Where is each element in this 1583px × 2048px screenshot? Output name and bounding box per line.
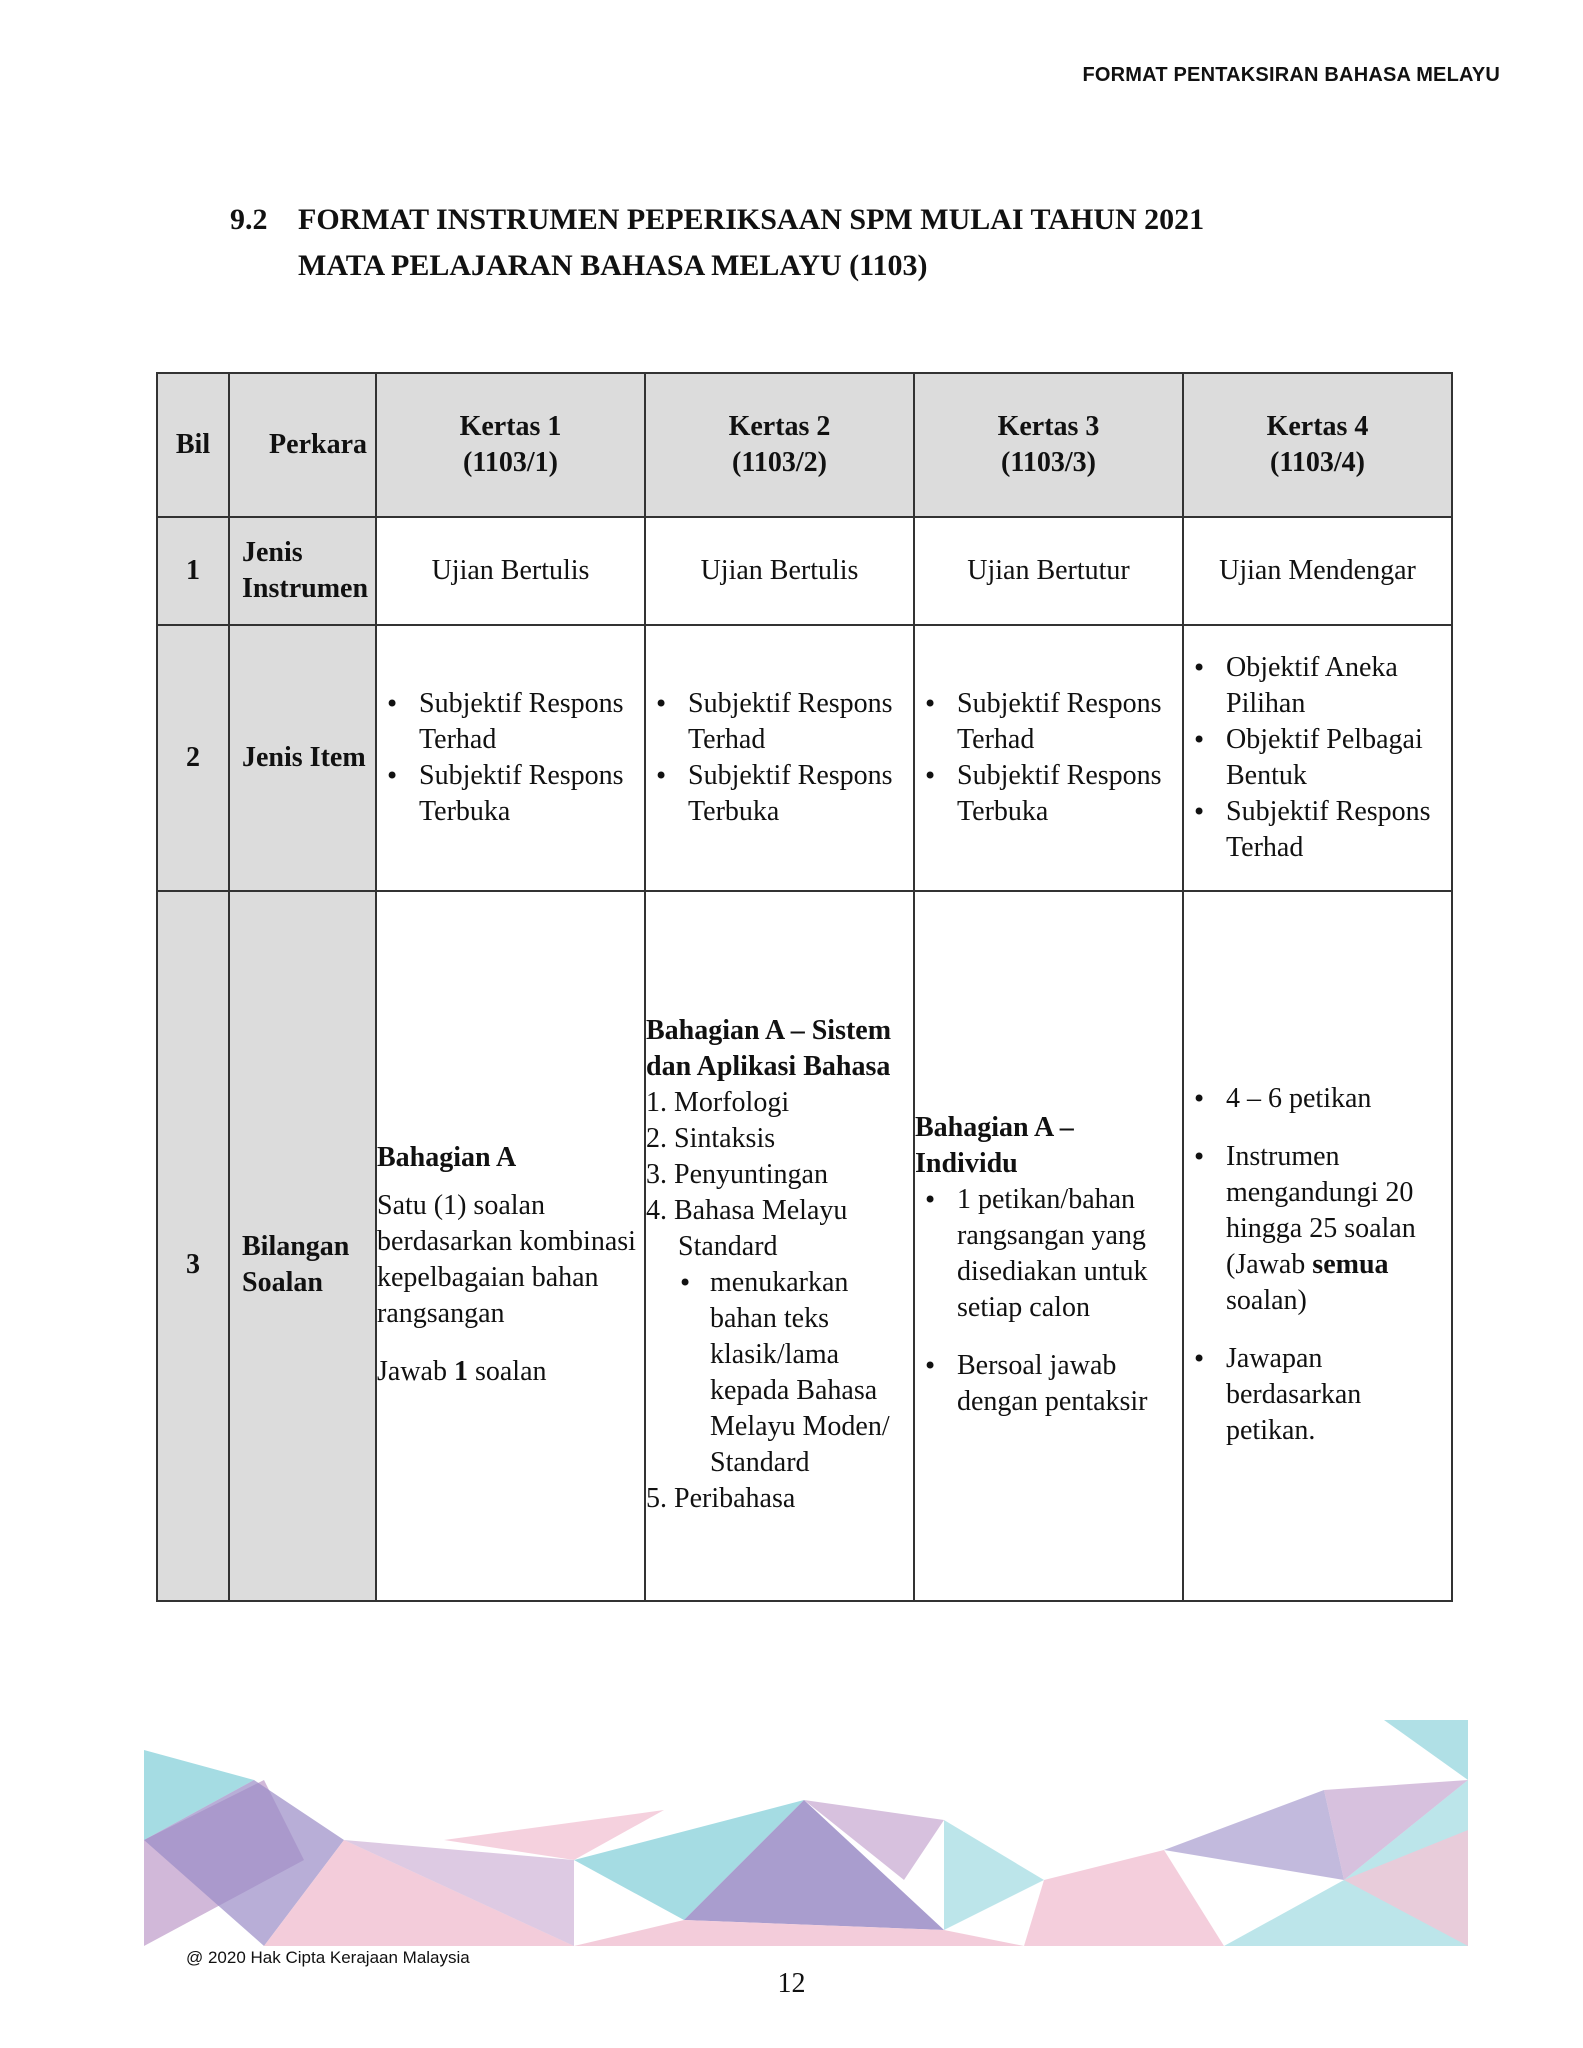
k2-heading: Bahagian A – Sistem dan Aplikasi Bahasa (646, 1015, 892, 1082)
list-item: • Subjektif Respons Terbuka (377, 758, 644, 830)
running-header: FORMAT PENTAKSIRAN BAHASA MELAYU (1082, 64, 1500, 86)
table-row (157, 517, 1452, 625)
list-item: 3. Penyuntingan (646, 1159, 828, 1190)
header-bil: Bil (157, 373, 229, 517)
list-item: • Objektif Pelbagai Bentuk (1184, 722, 1451, 794)
section-number: 9.2 (230, 203, 268, 236)
cell-k2-instrumen: Ujian Bertulis (645, 517, 914, 625)
k1-heading: Bahagian A (377, 1142, 517, 1173)
k1-text: Satu (1) soalan berdasarkan kombinasi kepelbagaian bahan rangsangan (377, 1190, 636, 1329)
cell-k3-instrumen: Ujian Bertutur (914, 517, 1183, 625)
k3-list (915, 1182, 1182, 1420)
decorative-banner (144, 1720, 1468, 1946)
cell-k2-soalan (645, 891, 914, 1601)
cell-k4-item (1183, 625, 1452, 891)
cell-k3-item (914, 625, 1183, 891)
k2-last: 5. Peribahasa (646, 1483, 796, 1514)
list-item: • Subjektif Respons Terhad (377, 686, 644, 758)
list-item: • Subjektif Respons Terhad (915, 686, 1182, 758)
k2-list (646, 1085, 913, 1265)
cell-k1-instrumen: Ujian Bertulis (376, 517, 645, 625)
k2-sublist (646, 1265, 913, 1481)
cell-k1-soalan (376, 891, 645, 1601)
list-item: 2. Sintaksis (646, 1123, 776, 1154)
header-kertas-1: Kertas 1 (1103/1) (376, 373, 645, 517)
table-header-row (157, 373, 1452, 517)
row-label: Jenis Item (229, 625, 376, 891)
k4-list (1184, 1081, 1451, 1449)
row-number: 2 (157, 625, 229, 891)
cell-k4-soalan (1183, 891, 1452, 1601)
row-number: 3 (157, 891, 229, 1601)
page-number: 12 (777, 1968, 806, 1999)
row-number: 1 (157, 517, 229, 625)
list-item: • Bersoal jawab dengan pentaksir (915, 1348, 1182, 1420)
format-table (156, 372, 1453, 1602)
row-label: Jenis Instrumen (229, 517, 376, 625)
header-kertas-3: Kertas 3 (1103/3) (914, 373, 1183, 517)
list-item: • Instrumen mengandungi 20 hingga 25 soalan (Jawab semua soalan) (1184, 1139, 1451, 1319)
list-item: • 1 petikan/bahan rangsangan yang disediakan untuk setiap calon (915, 1182, 1182, 1326)
list-item: • Objektif Aneka Pilihan (1184, 650, 1451, 722)
list-item: • Subjektif Respons Terbuka (915, 758, 1182, 830)
header-kertas-4: Kertas 4 (1103/4) (1183, 373, 1452, 517)
list-item: • Jawapan berdasarkan petikan. (1184, 1341, 1451, 1449)
section-title (230, 197, 1204, 289)
table-row (157, 891, 1452, 1601)
list-item: 4. Bahasa Melayu Standard (646, 1195, 848, 1262)
list-item: 1. Morfologi (646, 1087, 790, 1118)
row-label: Bilangan Soalan (229, 891, 376, 1601)
table-row (157, 625, 1452, 891)
list-item: • Subjektif Respons Terhad (1184, 794, 1451, 866)
cell-k4-instrumen: Ujian Mendengar (1183, 517, 1452, 625)
cell-k3-soalan (914, 891, 1183, 1601)
list-item: • 4 – 6 petikan (1184, 1081, 1451, 1117)
cell-k2-item (645, 625, 914, 891)
k1-jawab: Jawab 1 soalan (377, 1356, 547, 1387)
k3-heading: Bahagian A – Individu (915, 1112, 1074, 1179)
title-line-1: 9.2 FORMAT INSTRUMEN PEPERIKSAAN SPM MULAI TAHUN 2021 (230, 197, 1204, 243)
header-perkara: Perkara (229, 373, 376, 517)
cell-k1-item (376, 625, 645, 891)
header-kertas-2: Kertas 2 (1103/2) (645, 373, 914, 517)
list-item: • Subjektif Respons Terbuka (646, 758, 913, 830)
title-line-2: MATA PELAJARAN BAHASA MELAYU (1103) (298, 249, 928, 282)
list-item: • menukarkan bahan teks klasik/lama kepada Bahasa Melayu Moden/ Standard (678, 1265, 913, 1481)
copyright-notice: @ 2020 Hak Cipta Kerajaan Malaysia (186, 1948, 470, 1967)
list-item: • Subjektif Respons Terhad (646, 686, 913, 758)
